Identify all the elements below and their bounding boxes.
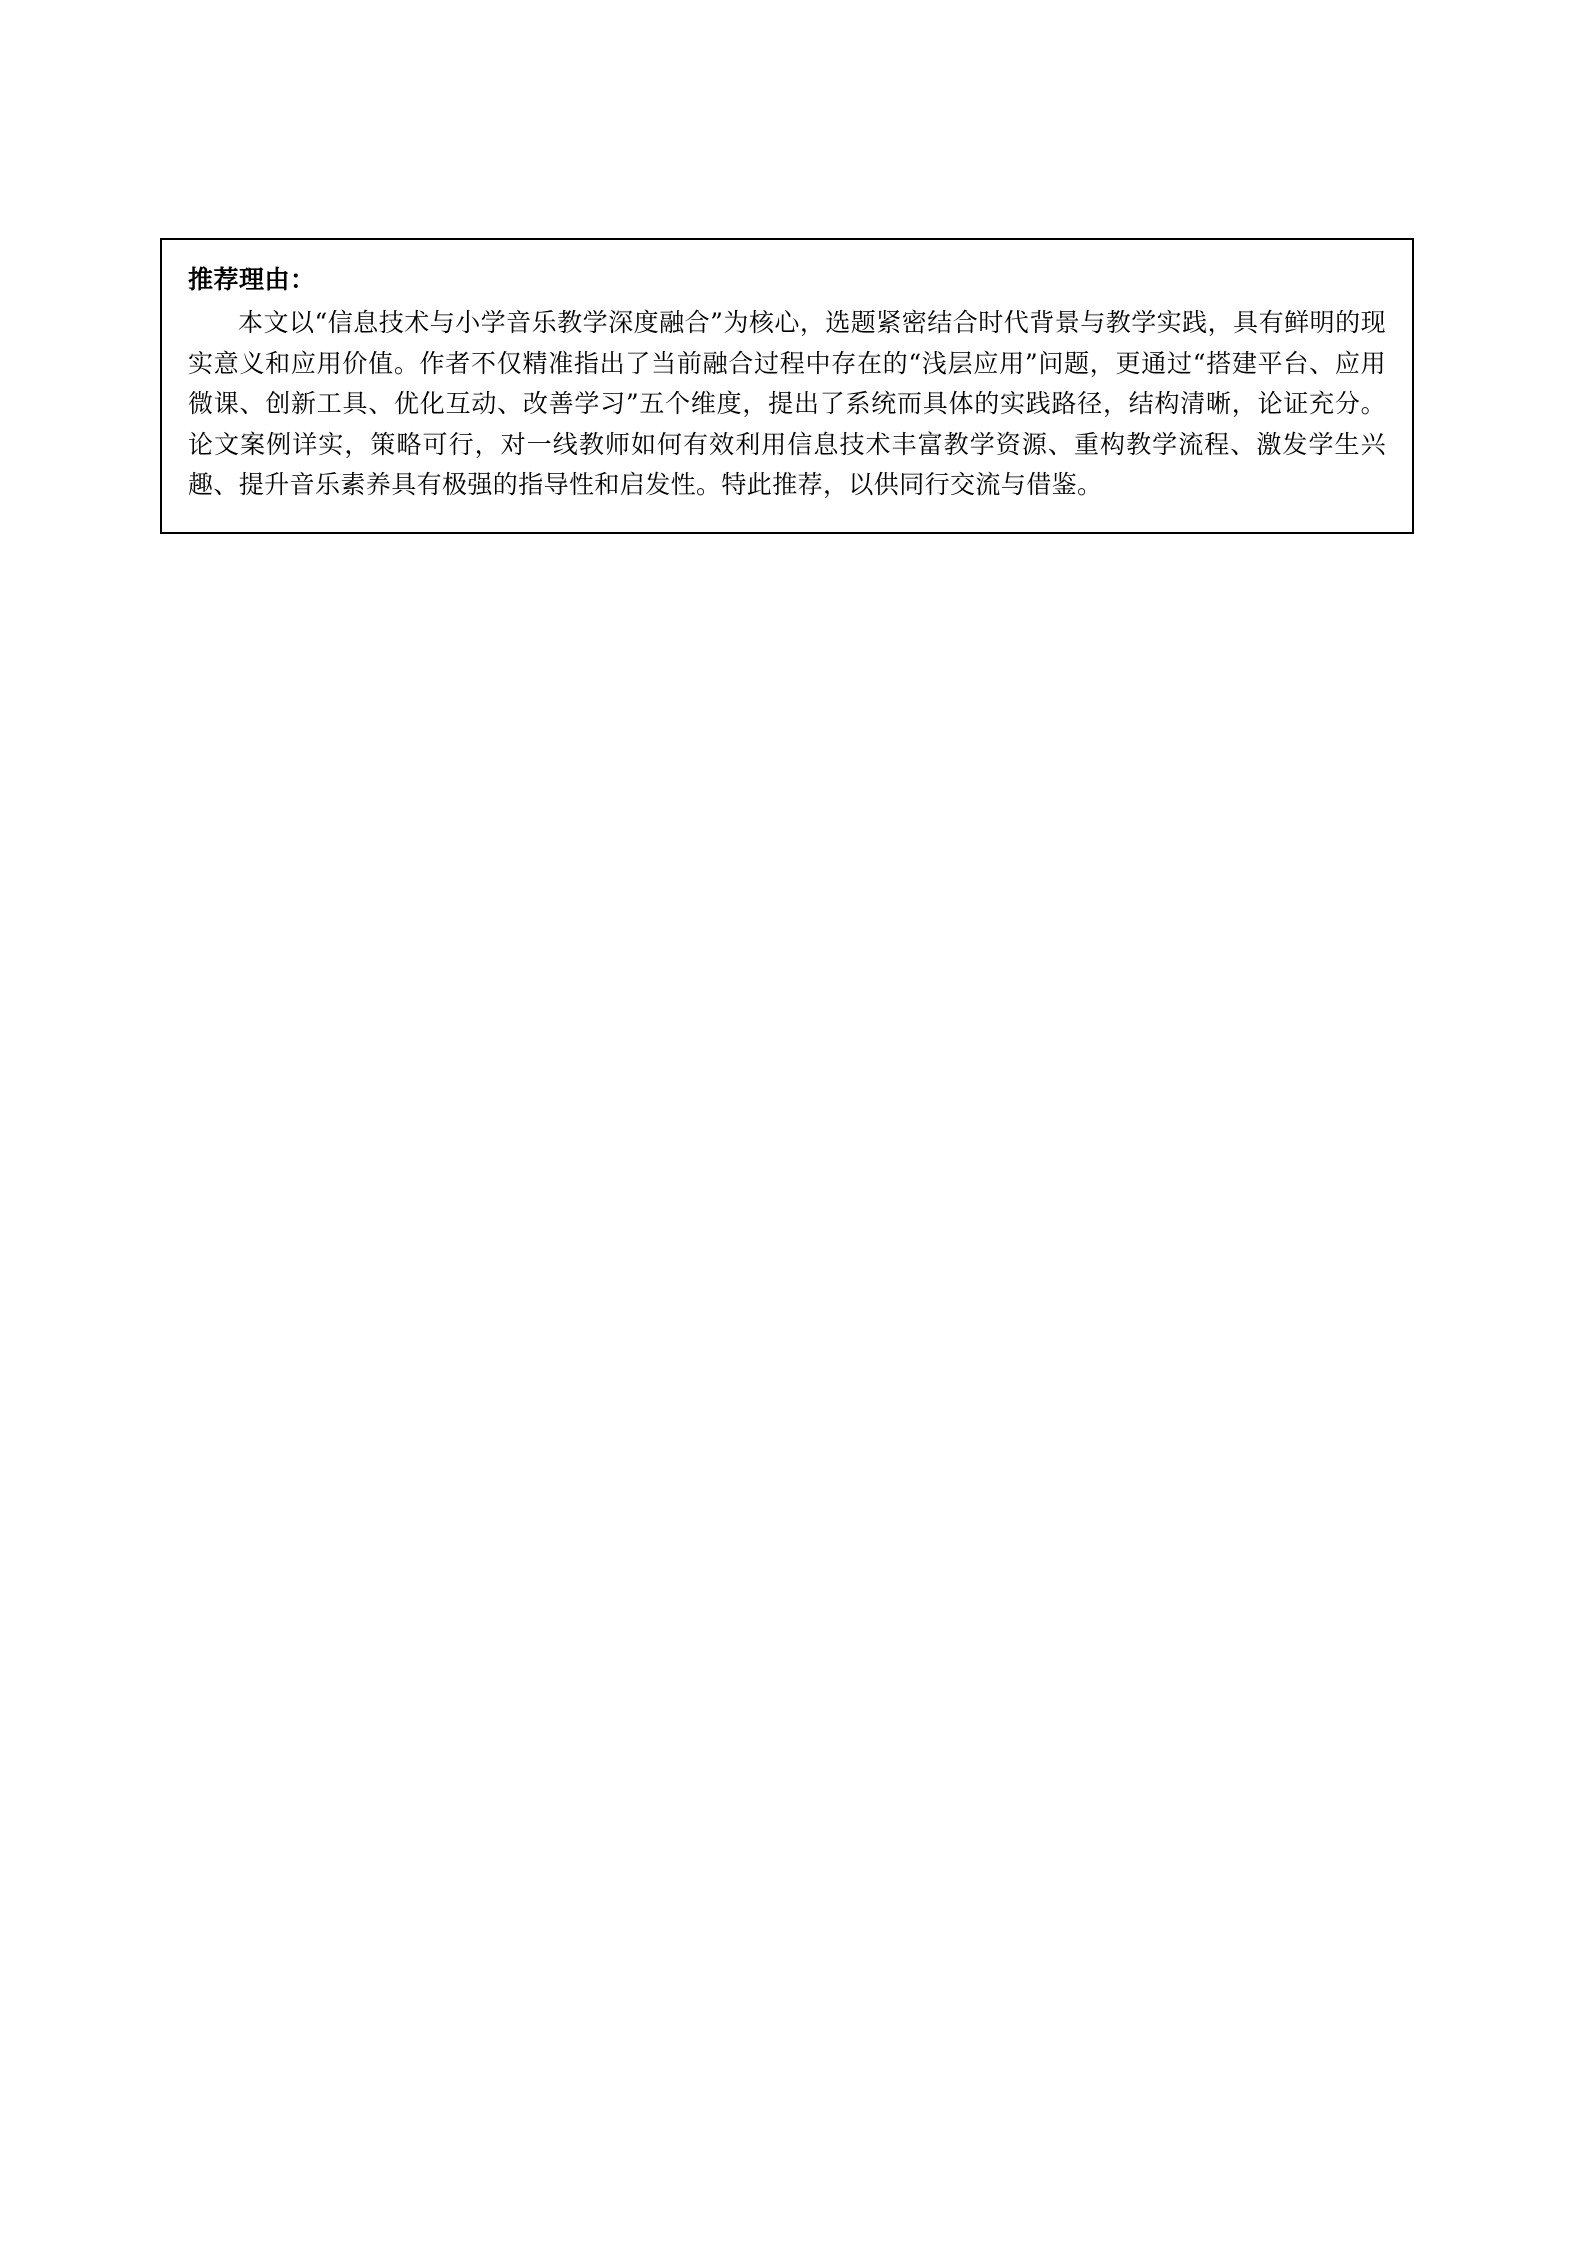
recommendation-title: 推荐理由： bbox=[188, 265, 316, 294]
recommendation-box bbox=[160, 238, 1414, 534]
recommendation-body: 本文以“信息技术与小学音乐教学深度融合”为核心，选题紧密结合时代背景与教学实践，具有鲜明的现实意义和应用价值。作者不仅精准指出了当前融合过程中存在的“浅层应用”问题，更通过“搭建平台、应用微课、创新工具、优化互动、改善学习”五个维度，提出了系统而具体的实践路径，结构清晰，论证充分。论文案例详实，策略可行，对一线教师如何有效利用信息技术丰富教学资源、重构教学流程、激发学生兴趣、提升音乐素养具有极强的指导性和启发性。特此推荐，以供同行交流与借鉴。 bbox=[188, 308, 1386, 499]
